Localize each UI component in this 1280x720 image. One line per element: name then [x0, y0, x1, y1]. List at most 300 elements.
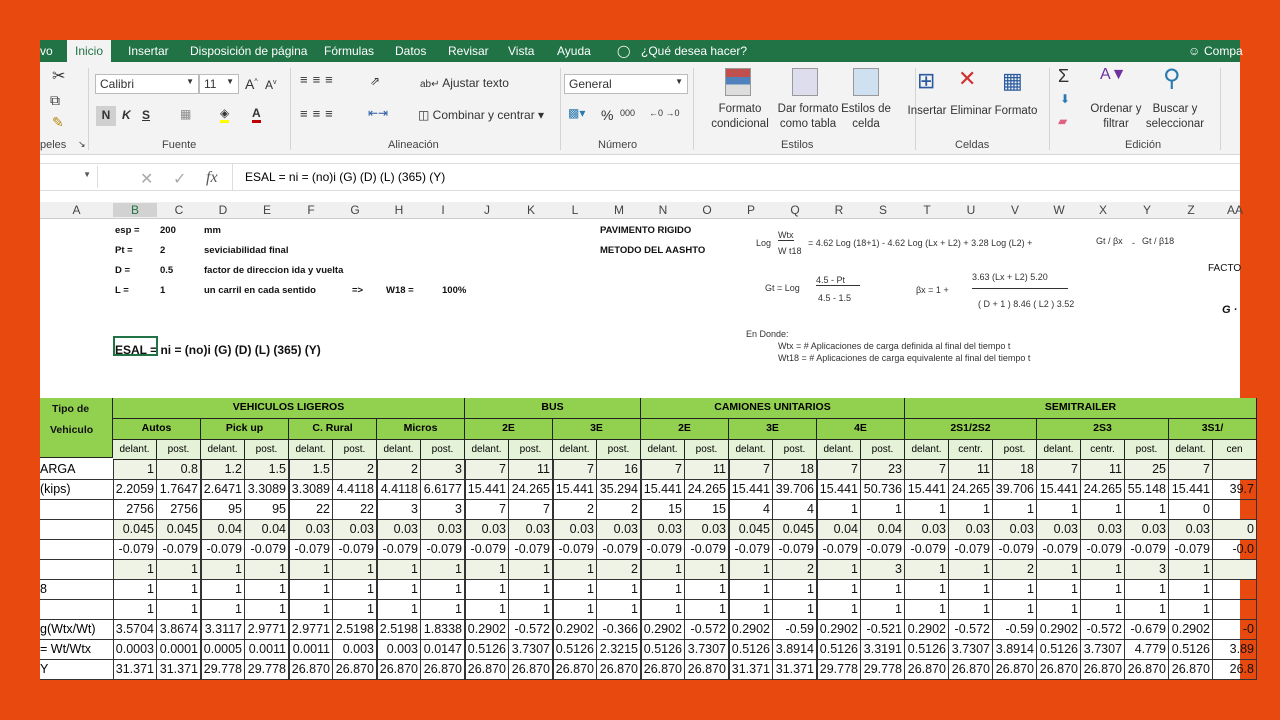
table-cell[interactable]: 0.2902 [465, 620, 509, 640]
table-cell[interactable]: 0.0005 [201, 640, 245, 660]
table-cell[interactable]: -0.079 [1125, 540, 1169, 560]
table-cell[interactable]: 1 [289, 560, 333, 580]
table-cell[interactable]: -0.079 [465, 540, 509, 560]
table-cell[interactable]: -0.572 [1081, 620, 1125, 640]
table-cell[interactable]: 26.870 [553, 660, 597, 680]
conditional-format-button[interactable]: Formato condicional [711, 103, 769, 130]
merge-center-button[interactable]: ◫ Combinar y centrar ▾ [418, 108, 545, 122]
table-cell[interactable]: 29.778 [817, 660, 861, 680]
table-cell[interactable]: 25 [1125, 460, 1169, 480]
table-cell[interactable]: 26.870 [949, 660, 993, 680]
table-cell[interactable]: 0.5126 [729, 640, 773, 660]
table-cell[interactable]: 0.045 [113, 520, 157, 540]
table-cell[interactable]: 1 [553, 560, 597, 580]
table-cell[interactable]: 26.870 [993, 660, 1037, 680]
orientation-icon[interactable]: ⇗ [370, 74, 381, 88]
table-cell[interactable]: 1 [773, 580, 817, 600]
table-cell[interactable]: 3 [421, 500, 465, 520]
table-cell[interactable]: -0.079 [377, 540, 421, 560]
table-cell[interactable]: 26.870 [465, 660, 509, 680]
table-cell[interactable]: -0.079 [861, 540, 905, 560]
table-cell[interactable]: 26.870 [685, 660, 729, 680]
table-cell[interactable]: 15.441 [465, 480, 509, 500]
table-cell[interactable]: 1 [1125, 580, 1169, 600]
table-cell[interactable]: 0.03 [421, 520, 465, 540]
table-cell[interactable]: 0.03 [465, 520, 509, 540]
table-cell[interactable]: 15.441 [729, 480, 773, 500]
table-cell[interactable]: 29.778 [861, 660, 905, 680]
table-cell[interactable]: 0.03 [289, 520, 333, 540]
insert-button[interactable]: Insertar [907, 105, 947, 117]
table-cell[interactable]: 1 [861, 580, 905, 600]
table-cell[interactable]: 26.870 [641, 660, 685, 680]
table-cell[interactable]: 1 [113, 580, 157, 600]
table-cell[interactable]: 2 [597, 500, 641, 520]
column-header-E[interactable]: E [262, 203, 271, 217]
table-cell[interactable]: 1 [685, 580, 729, 600]
table-cell[interactable]: 3.7307 [949, 640, 993, 660]
cell-styles-button[interactable]: Estilos de celda [841, 103, 891, 130]
row-label[interactable]: ARGA [40, 460, 113, 480]
table-cell[interactable]: 3 [377, 500, 421, 520]
table-cell[interactable]: 11 [1081, 460, 1125, 480]
table-cell[interactable]: 39.7 [1213, 480, 1257, 500]
table-cell[interactable]: 11 [509, 460, 553, 480]
column-header-G[interactable]: G [350, 203, 360, 217]
formula-input[interactable]: ESAL = ni = (no)i (G) (D) (L) (365) (Y) [232, 164, 1240, 190]
table-cell[interactable] [1213, 460, 1257, 480]
column-header-O[interactable]: O [702, 203, 712, 217]
table-cell[interactable]: 1 [1125, 600, 1169, 620]
table-cell[interactable]: 1 [817, 560, 861, 580]
table-cell[interactable]: 15 [685, 500, 729, 520]
table-cell[interactable]: 0.2902 [553, 620, 597, 640]
table-cell[interactable]: 3.8914 [993, 640, 1037, 660]
font-name-select[interactable] [95, 74, 199, 94]
table-cell[interactable]: 1 [1169, 600, 1213, 620]
table-cell[interactable]: 1.5 [245, 460, 289, 480]
table-cell[interactable]: -0.079 [421, 540, 465, 560]
table-cell[interactable]: 1 [1081, 500, 1125, 520]
param-value[interactable]: 2 [160, 245, 166, 256]
table-cell[interactable]: -0.572 [685, 620, 729, 640]
table-cell[interactable]: 1 [1125, 500, 1169, 520]
table-cell[interactable]: -0.079 [1037, 540, 1081, 560]
table-cell[interactable]: 1 [157, 600, 201, 620]
table-cell[interactable]: 55.148 [1125, 480, 1169, 500]
horizontal-align-icons[interactable]: ≡≡≡ [300, 106, 338, 121]
row-label[interactable]: Y [40, 660, 113, 680]
table-cell[interactable]: 26.870 [1169, 660, 1213, 680]
row-label[interactable] [40, 560, 113, 580]
table-cell[interactable]: -0.079 [685, 540, 729, 560]
share-button[interactable]: Compa [1204, 44, 1243, 58]
table-cell[interactable]: 31.371 [157, 660, 201, 680]
table-cell[interactable]: 3 [1125, 560, 1169, 580]
tab-insertar[interactable]: Insertar [128, 44, 169, 58]
italic-button[interactable]: K [122, 108, 131, 122]
table-cell[interactable]: -0.079 [289, 540, 333, 560]
table-cell[interactable]: 1 [949, 560, 993, 580]
table-cell[interactable]: 0.03 [1125, 520, 1169, 540]
table-cell[interactable]: 26.870 [289, 660, 333, 680]
table-cell[interactable]: 0.5126 [905, 640, 949, 660]
table-cell[interactable]: 1 [905, 580, 949, 600]
underline-button[interactable]: S [142, 108, 151, 122]
delete-button[interactable]: Eliminar [950, 105, 992, 117]
table-cell[interactable] [1213, 600, 1257, 620]
table-cell[interactable]: 0.0003 [113, 640, 157, 660]
table-cell[interactable]: 24.265 [509, 480, 553, 500]
table-cell[interactable]: -0.572 [949, 620, 993, 640]
table-cell[interactable]: 24.265 [949, 480, 993, 500]
column-header-Q[interactable]: Q [790, 203, 800, 217]
table-cell[interactable]: 15.441 [1037, 480, 1081, 500]
table-cell[interactable]: 0.03 [333, 520, 377, 540]
table-cell[interactable]: 0.0011 [245, 640, 289, 660]
cut-icon[interactable]: ✂ [52, 68, 66, 85]
table-cell[interactable]: -0.079 [773, 540, 817, 560]
table-cell[interactable]: 4 [729, 500, 773, 520]
table-cell[interactable]: 0.0147 [421, 640, 465, 660]
copy-icon[interactable]: ⧉ [50, 92, 60, 108]
table-cell[interactable]: 3.3089 [245, 480, 289, 500]
table-cell[interactable]: 0.5126 [641, 640, 685, 660]
table-cell[interactable]: 95 [245, 500, 289, 520]
param-value[interactable]: 0.5 [160, 265, 174, 276]
table-cell[interactable]: 15.441 [905, 480, 949, 500]
table-cell[interactable]: 2.9771 [289, 620, 333, 640]
row-label[interactable]: (kips) [40, 480, 113, 500]
table-cell[interactable]: 1 [245, 600, 289, 620]
table-cell[interactable]: 1 [421, 600, 465, 620]
table-cell[interactable]: 1 [993, 600, 1037, 620]
number-format-select[interactable]: General ▼ [564, 74, 688, 94]
column-header-C[interactable]: C [174, 203, 184, 217]
table-cell[interactable]: 2.2059 [113, 480, 157, 500]
table-cell[interactable]: 0.003 [333, 640, 377, 660]
table-cell[interactable]: 3 [861, 560, 905, 580]
w18-value[interactable]: 100% [442, 285, 467, 296]
param-value[interactable]: 1 [160, 285, 166, 296]
table-cell[interactable]: 1 [333, 560, 377, 580]
tell-me-search[interactable]: ¿Qué desea hacer? [641, 44, 748, 58]
table-cell[interactable]: 0.0001 [157, 640, 201, 660]
decimal-buttons[interactable]: ←0 →0 [649, 108, 680, 118]
table-cell[interactable]: 1 [861, 600, 905, 620]
table-cell[interactable]: 0.0011 [289, 640, 333, 660]
dialog-launcher-icon[interactable]: ↘ [78, 139, 86, 149]
table-cell[interactable]: 1 [333, 600, 377, 620]
table-cell[interactable]: 1.7647 [157, 480, 201, 500]
column-header-D[interactable]: D [218, 203, 228, 217]
table-cell[interactable]: 2 [553, 500, 597, 520]
table-cell[interactable]: 29.778 [245, 660, 289, 680]
table-cell[interactable]: 1 [641, 600, 685, 620]
row-label[interactable] [40, 600, 113, 620]
table-cell[interactable]: -0.079 [113, 540, 157, 560]
table-cell[interactable]: 26.870 [905, 660, 949, 680]
find-select-button[interactable]: Buscar y seleccionar [1145, 103, 1205, 130]
table-cell[interactable]: 7 [465, 460, 509, 480]
table-cell[interactable]: 0.03 [509, 520, 553, 540]
table-cell[interactable]: 1 [1037, 500, 1081, 520]
table-cell[interactable]: -0.521 [861, 620, 905, 640]
param-description[interactable]: mm [204, 225, 221, 236]
column-header-W[interactable]: W [1053, 203, 1065, 217]
table-cell[interactable]: 26.870 [1081, 660, 1125, 680]
row-label[interactable]: 8 [40, 580, 113, 600]
table-cell[interactable]: 1 [641, 560, 685, 580]
table-cell[interactable]: 24.265 [1081, 480, 1125, 500]
table-cell[interactable]: 31.371 [773, 660, 817, 680]
tab-archivo[interactable]: vo [40, 44, 53, 58]
name-box[interactable] [40, 166, 98, 188]
table-cell[interactable]: 26.870 [597, 660, 641, 680]
table-cell[interactable]: 1 [905, 560, 949, 580]
table-cell[interactable]: 1 [465, 600, 509, 620]
table-cell[interactable]: 0.2902 [905, 620, 949, 640]
param-description[interactable]: seviciabilidad final [204, 245, 289, 256]
table-cell[interactable]: 2756 [157, 500, 201, 520]
table-cell[interactable]: 2 [993, 560, 1037, 580]
table-cell[interactable]: 0.03 [685, 520, 729, 540]
table-cell[interactable]: 3.8674 [157, 620, 201, 640]
font-color-icon[interactable]: A [252, 106, 261, 123]
column-header-Z[interactable]: Z [1187, 203, 1195, 217]
table-cell[interactable]: 24.265 [685, 480, 729, 500]
column-header-I[interactable]: I [441, 203, 445, 217]
table-cell[interactable]: 16 [597, 460, 641, 480]
table-cell[interactable]: 1 [1037, 560, 1081, 580]
table-cell[interactable]: 1 [1081, 580, 1125, 600]
table-cell[interactable]: 2 [597, 560, 641, 580]
title-metodo[interactable]: METODO DEL AASHTO [600, 245, 706, 256]
tab-ayuda[interactable]: Ayuda [557, 44, 591, 58]
table-cell[interactable]: 4.779 [1125, 640, 1169, 660]
format-button[interactable]: Formato [994, 105, 1038, 117]
table-cell[interactable]: 7 [1037, 460, 1081, 480]
table-cell[interactable]: 22 [333, 500, 377, 520]
table-cell[interactable]: -0.079 [1081, 540, 1125, 560]
table-cell[interactable]: 0.003 [377, 640, 421, 660]
table-cell[interactable]: 0.03 [377, 520, 421, 540]
table-cell[interactable]: 1 [377, 600, 421, 620]
table-cell[interactable]: 1 [817, 600, 861, 620]
table-cell[interactable]: 0.2902 [729, 620, 773, 640]
table-cell[interactable]: 3.5704 [113, 620, 157, 640]
indent-icons[interactable]: ⇤⇥ [368, 106, 389, 120]
table-cell[interactable]: 39.706 [993, 480, 1037, 500]
column-header-Y[interactable]: Y [1142, 203, 1151, 217]
table-cell[interactable]: 7 [1169, 460, 1213, 480]
table-cell[interactable]: 1 [993, 580, 1037, 600]
table-cell[interactable] [1213, 560, 1257, 580]
table-cell[interactable]: 0.03 [597, 520, 641, 540]
table-cell[interactable]: -0.59 [773, 620, 817, 640]
table-cell[interactable]: 3.89 [1213, 640, 1257, 660]
table-cell[interactable]: 1 [377, 560, 421, 580]
table-cell[interactable]: 26.870 [509, 660, 553, 680]
table-cell[interactable]: 1 [597, 580, 641, 600]
table-cell[interactable]: 1.2 [201, 460, 245, 480]
row-label[interactable]: = Wt/Wtx [40, 640, 113, 660]
column-header-H[interactable]: H [394, 203, 404, 217]
table-cell[interactable]: 0.04 [861, 520, 905, 540]
table-cell[interactable]: -0.079 [553, 540, 597, 560]
table-cell[interactable]: -0 [1213, 620, 1257, 640]
table-cell[interactable]: -0.079 [949, 540, 993, 560]
table-cell[interactable]: 26.8 [1213, 660, 1257, 680]
table-cell[interactable]: -0.0 [1213, 540, 1257, 560]
table-cell[interactable]: 1 [509, 560, 553, 580]
table-cell[interactable]: -0.079 [201, 540, 245, 560]
table-cell[interactable]: 23 [861, 460, 905, 480]
column-header-AA[interactable]: AA [1226, 203, 1243, 217]
table-cell[interactable]: 0.5126 [1037, 640, 1081, 660]
table-cell[interactable]: 0.03 [1169, 520, 1213, 540]
column-header-V[interactable]: V [1010, 203, 1019, 217]
table-cell[interactable]: -0.079 [245, 540, 289, 560]
table-cell[interactable]: 4 [773, 500, 817, 520]
decrease-font-icon[interactable]: $A^v$ [265, 78, 277, 92]
table-cell[interactable]: 0 [1169, 500, 1213, 520]
column-header-L[interactable]: L [571, 203, 579, 217]
increase-font-icon[interactable]: A^ [245, 76, 258, 92]
table-cell[interactable]: 0.045 [157, 520, 201, 540]
table-cell[interactable]: 26.870 [333, 660, 377, 680]
table-cell[interactable]: 1.8338 [421, 620, 465, 640]
table-cell[interactable]: 4.4118 [377, 480, 421, 500]
table-cell[interactable]: 1 [289, 600, 333, 620]
table-cell[interactable]: 1 [509, 600, 553, 620]
table-cell[interactable]: 0.03 [949, 520, 993, 540]
table-cell[interactable]: -0.679 [1125, 620, 1169, 640]
param-description[interactable]: factor de direccion ida y vuelta [204, 265, 344, 276]
tab-formulas[interactable]: Fórmulas [324, 44, 375, 58]
table-cell[interactable]: 1 [1037, 600, 1081, 620]
table-cell[interactable]: 0.04 [201, 520, 245, 540]
table-cell[interactable]: 15.441 [641, 480, 685, 500]
row-label[interactable]: g(Wtx/Wt) [40, 620, 113, 640]
table-cell[interactable]: 26.870 [1125, 660, 1169, 680]
tab-inicio[interactable]: Inicio [67, 40, 111, 62]
table-cell[interactable] [1213, 580, 1257, 600]
worksheet-grid[interactable] [40, 219, 1254, 680]
tab-vista[interactable]: Vista [508, 44, 535, 58]
table-cell[interactable]: 0.8 [157, 460, 201, 480]
table-cell[interactable]: 50.736 [861, 480, 905, 500]
tab-datos[interactable]: Datos [395, 44, 427, 58]
table-cell[interactable]: 15.441 [817, 480, 861, 500]
table-cell[interactable]: 1 [113, 460, 157, 480]
table-cell[interactable]: 1 [949, 500, 993, 520]
autosum-icon[interactable]: Σ [1058, 66, 1070, 86]
table-cell[interactable]: 95 [201, 500, 245, 520]
table-cell[interactable] [1213, 500, 1257, 520]
table-cell[interactable]: 1 [113, 560, 157, 580]
thousands-button[interactable]: 000 [620, 108, 636, 118]
insert-function-icon[interactable]: fx [206, 169, 218, 186]
table-cell[interactable]: 7 [553, 460, 597, 480]
cancel-icon[interactable]: ✕ [140, 171, 154, 188]
table-cell[interactable]: -0.079 [729, 540, 773, 560]
table-cell[interactable]: 0.5126 [465, 640, 509, 660]
table-cell[interactable]: 1 [817, 580, 861, 600]
table-cell[interactable]: 1 [861, 500, 905, 520]
table-cell[interactable]: 18 [773, 460, 817, 480]
table-cell[interactable]: 15 [641, 500, 685, 520]
row-label[interactable] [40, 540, 113, 560]
table-cell[interactable]: -0.079 [1169, 540, 1213, 560]
bold-button[interactable]: N [96, 106, 116, 126]
table-cell[interactable]: 1 [157, 560, 201, 580]
table-cell[interactable]: 1 [421, 580, 465, 600]
fill-icon[interactable]: ⬇ [1060, 92, 1071, 106]
param-label[interactable]: D = [115, 265, 131, 276]
table-cell[interactable]: 0.03 [641, 520, 685, 540]
table-cell[interactable]: 26.870 [421, 660, 465, 680]
table-cell[interactable]: -0.079 [333, 540, 377, 560]
row-label[interactable] [40, 520, 113, 540]
currency-icon[interactable]: ▩▾ [568, 106, 586, 120]
table-cell[interactable]: 3.3089 [289, 480, 333, 500]
table-cell[interactable]: 1 [729, 560, 773, 580]
column-header-F[interactable]: F [307, 203, 315, 217]
table-cell[interactable]: 3.7307 [1081, 640, 1125, 660]
table-cell[interactable]: 3 [421, 460, 465, 480]
table-cell[interactable]: 2.9771 [245, 620, 289, 640]
format-painter-icon[interactable]: ✎ [52, 114, 64, 130]
borders-icon[interactable]: ▦ [180, 107, 192, 121]
table-cell[interactable]: 1 [1081, 560, 1125, 580]
column-header-B[interactable]: B [113, 203, 157, 217]
column-header-K[interactable]: K [526, 203, 535, 217]
table-cell[interactable]: 11 [949, 460, 993, 480]
title-pavimento[interactable]: PAVIMENTO RIGIDO [600, 225, 692, 236]
column-header-X[interactable]: X [1098, 203, 1107, 217]
table-cell[interactable]: 2.5198 [333, 620, 377, 640]
table-cell[interactable]: 0.03 [1037, 520, 1081, 540]
table-cell[interactable]: 1 [773, 600, 817, 620]
table-cell[interactable]: 1 [817, 500, 861, 520]
enter-icon[interactable]: ✓ [173, 171, 187, 188]
table-cell[interactable]: 2 [333, 460, 377, 480]
table-cell[interactable]: 7 [817, 460, 861, 480]
param-label[interactable]: Pt = [115, 245, 133, 256]
table-cell[interactable]: -0.079 [157, 540, 201, 560]
table-cell[interactable]: 3.3191 [861, 640, 905, 660]
table-cell[interactable]: 0.045 [773, 520, 817, 540]
table-cell[interactable]: 1 [465, 560, 509, 580]
column-header-S[interactable]: S [878, 203, 887, 217]
table-cell[interactable]: 3.7307 [685, 640, 729, 660]
table-cell[interactable]: 0.04 [817, 520, 861, 540]
table-cell[interactable]: 1 [685, 560, 729, 580]
table-cell[interactable]: -0.572 [509, 620, 553, 640]
table-cell[interactable]: 1 [245, 560, 289, 580]
table-cell[interactable]: 1 [509, 580, 553, 600]
table-cell[interactable]: 1 [1037, 580, 1081, 600]
table-cell[interactable]: 0.03 [993, 520, 1037, 540]
tab-disposicion[interactable]: Disposición de página [190, 44, 308, 58]
table-cell[interactable]: 1 [553, 580, 597, 600]
table-cell[interactable]: 1 [333, 580, 377, 600]
column-header-U[interactable]: U [966, 203, 976, 217]
table-cell[interactable]: 1 [597, 600, 641, 620]
table-cell[interactable]: 7 [465, 500, 509, 520]
table-cell[interactable]: 0.5126 [817, 640, 861, 660]
